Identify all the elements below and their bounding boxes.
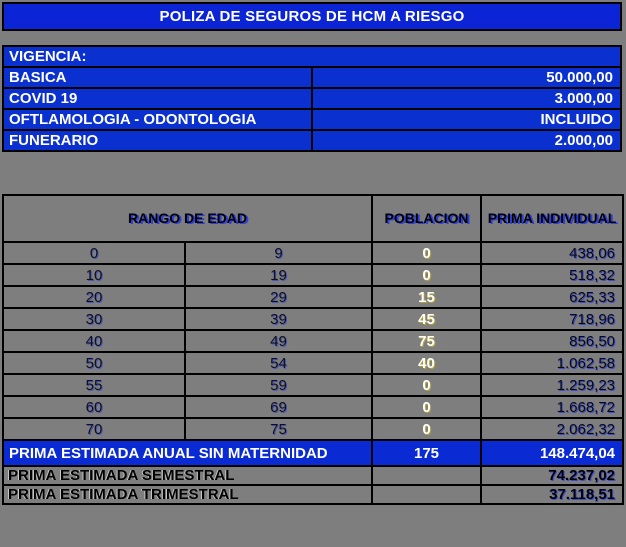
vigencia-header-row [3,46,621,67]
vigencia-row-covid [3,88,621,109]
premium-value: 438,06 [481,242,623,264]
population-value: 0 [372,374,481,396]
age-to: 59 [185,374,372,396]
total-trimestral-row [3,485,623,504]
age-from: 0 [3,242,185,264]
total-trimestral-value: 37.118,51 [481,485,623,504]
vigencia-table [2,45,622,152]
vigencia-label: FUNERARIO [3,130,312,151]
table-row [3,264,623,286]
total-semestral-row [3,466,623,485]
population-value: 75 [372,330,481,352]
age-to: 49 [185,330,372,352]
vigencia-row-basica [3,67,621,88]
total-annual-row [3,440,623,466]
vigencia-header: VIGENCIA: [3,46,621,67]
vigencia-value: 50.000,00 [312,67,621,88]
premium-value: 1.668,72 [481,396,623,418]
table-header-row [3,195,623,242]
vigencia-row-funerario [3,130,621,151]
table-row [3,352,623,374]
vigencia-label: COVID 19 [3,88,312,109]
table-row [3,374,623,396]
total-annual-value: 148.474,04 [481,440,623,466]
table-row [3,308,623,330]
total-semestral-value: 74.237,02 [481,466,623,485]
total-population: 175 [372,440,481,466]
population-value: 0 [372,264,481,286]
vigencia-value: INCLUIDO [312,109,621,130]
age-from: 10 [3,264,185,286]
col-header-prima-text: PRIMA INDIVIDUAL [487,210,617,226]
total-annual-label: PRIMA ESTIMADA ANUAL SIN MATERNIDAD [3,440,372,466]
population-value: 15 [372,286,481,308]
premium-value: 518,32 [481,264,623,286]
age-to: 9 [185,242,372,264]
age-to: 39 [185,308,372,330]
age-from: 40 [3,330,185,352]
policy-title: POLIZA DE SEGUROS DE HCM A RIESGO [159,8,465,25]
vigencia-label: BASICA [3,67,312,88]
premium-value: 1.259,23 [481,374,623,396]
total-trimestral-label: PRIMA ESTIMADA TRIMESTRAL [3,485,372,504]
vigencia-value: 2.000,00 [312,130,621,151]
vigencia-value: 3.000,00 [312,88,621,109]
age-to: 75 [185,418,372,440]
population-value: 0 [372,242,481,264]
col-header-rango-de-edad: RANGO DE EDAD [3,195,372,242]
age-from: 50 [3,352,185,374]
premium-value: 718,96 [481,308,623,330]
col-header-prima-individual [481,195,623,242]
population-value: 0 [372,418,481,440]
age-to: 54 [185,352,372,374]
policy-title-bar [2,2,622,31]
premium-value: 2.062,32 [481,418,623,440]
age-premium-table [2,194,624,505]
age-to: 69 [185,396,372,418]
table-row [3,286,623,308]
total-semestral-label: PRIMA ESTIMADA SEMESTRAL [3,466,372,485]
age-from: 20 [3,286,185,308]
premium-value: 1.062,58 [481,352,623,374]
table-row [3,330,623,352]
table-row [3,242,623,264]
vigencia-label: OFTLAMOLOGIA - ODONTOLOGIA [3,109,312,130]
age-to: 29 [185,286,372,308]
empty-cell [372,466,481,485]
premium-value: 625,33 [481,286,623,308]
population-value: 0 [372,396,481,418]
population-value: 40 [372,352,481,374]
empty-cell [372,485,481,504]
vigencia-row-oftalmologia [3,109,621,130]
table-row [3,418,623,440]
premium-value: 856,50 [481,330,623,352]
age-from: 55 [3,374,185,396]
age-from: 70 [3,418,185,440]
table-row [3,396,623,418]
population-value: 45 [372,308,481,330]
age-from: 30 [3,308,185,330]
age-to: 19 [185,264,372,286]
col-header-poblacion: POBLACION [372,195,481,242]
age-from: 60 [3,396,185,418]
